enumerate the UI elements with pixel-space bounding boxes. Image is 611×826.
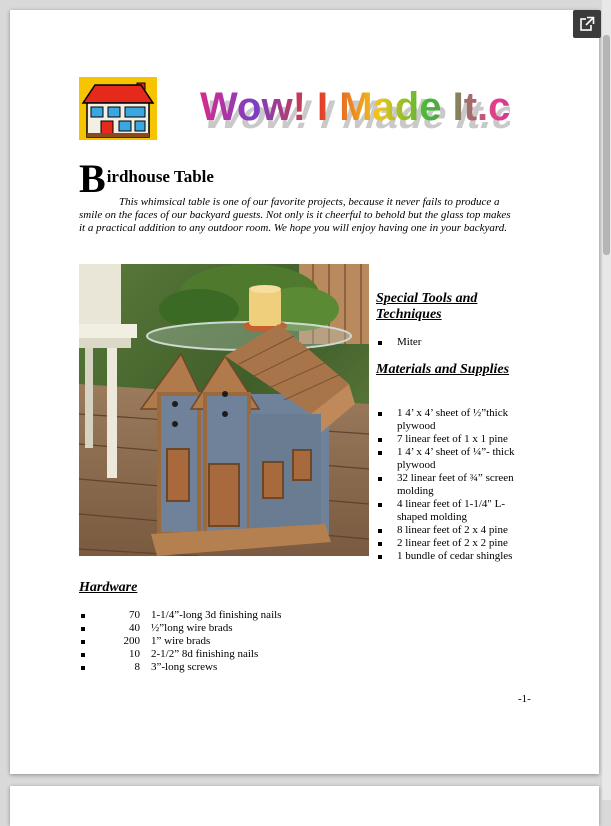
special-tools-list (376, 336, 526, 349)
special-tools-heading: Special Tools and Techniques (376, 291, 478, 322)
intro-paragraph: This whimsical table is one of our favorite projects, because it never fails to produce a smile on the faces of our backyard guests. Not only is it cheerful to behold but the glass top makes it a practical addition to any outdoor room. We hope you will enjoy having one in your backyard. (79, 196, 511, 234)
open-in-new-window-icon[interactable] (573, 10, 601, 38)
list-item: 2 linear feet of 2 x 2 pine (376, 537, 526, 550)
hardware-list (79, 609, 281, 674)
birdhouse-table-photo (79, 264, 369, 556)
list-item: 8 linear feet of 2 x 4 pine (376, 524, 526, 537)
materials-heading: Materials and Supplies (376, 362, 510, 377)
list-item: Miter (376, 336, 526, 349)
hardware-quantity: 200 (123, 635, 140, 647)
list-item: 1 4’ x 4’ sheet of ½”thick plywood (376, 407, 526, 433)
page-number: -1- (518, 693, 531, 705)
scrollbar[interactable] (602, 0, 611, 800)
hardware-quantity: 40 (129, 622, 140, 634)
svg-text:Wow! I Made It.com: Wow! I Made It.c (200, 85, 510, 129)
scrollbar-thumb[interactable] (603, 35, 610, 255)
list-item (79, 648, 281, 661)
list-item (79, 635, 281, 648)
list-item: 1 bundle of cedar shingles (376, 550, 526, 563)
hardware-description: 1-1/4”-long 3d finishing nails (151, 609, 282, 621)
hardware-quantity: 10 (129, 648, 140, 660)
list-item (79, 609, 281, 622)
page-title (79, 156, 214, 201)
list-item: 1 4’ x 4’ sheet of ¼”- thick plywood (376, 446, 526, 472)
next-document-page (10, 786, 599, 826)
list-item (79, 622, 281, 635)
hardware-description: 2-1/2” 8d finishing nails (151, 648, 259, 660)
svg-text:Wow! I Made It.com: Wow! I Made It.com (198, 91, 510, 134)
house-logo-icon (79, 77, 157, 140)
title-text: irdhouse Table (106, 167, 214, 186)
list-item: 32 linear feet of ¾” screen molding (376, 472, 526, 498)
list-item: 4 linear feet of 1-1/4" L-shaped molding (376, 498, 526, 524)
materials-list (376, 407, 526, 563)
list-item (79, 661, 281, 674)
site-logo (180, 82, 510, 134)
hardware-description: 3”-long screws (151, 661, 218, 673)
hardware-description: ½”long wire brads (151, 622, 233, 634)
hardware-quantity: 8 (134, 661, 140, 673)
hardware-description: 1” wire brads (151, 635, 211, 647)
hardware-quantity: 70 (129, 609, 140, 621)
title-dropcap: B (79, 156, 106, 201)
list-item: 7 linear feet of 1 x 1 pine (376, 433, 526, 446)
hardware-heading: Hardware (79, 580, 138, 595)
